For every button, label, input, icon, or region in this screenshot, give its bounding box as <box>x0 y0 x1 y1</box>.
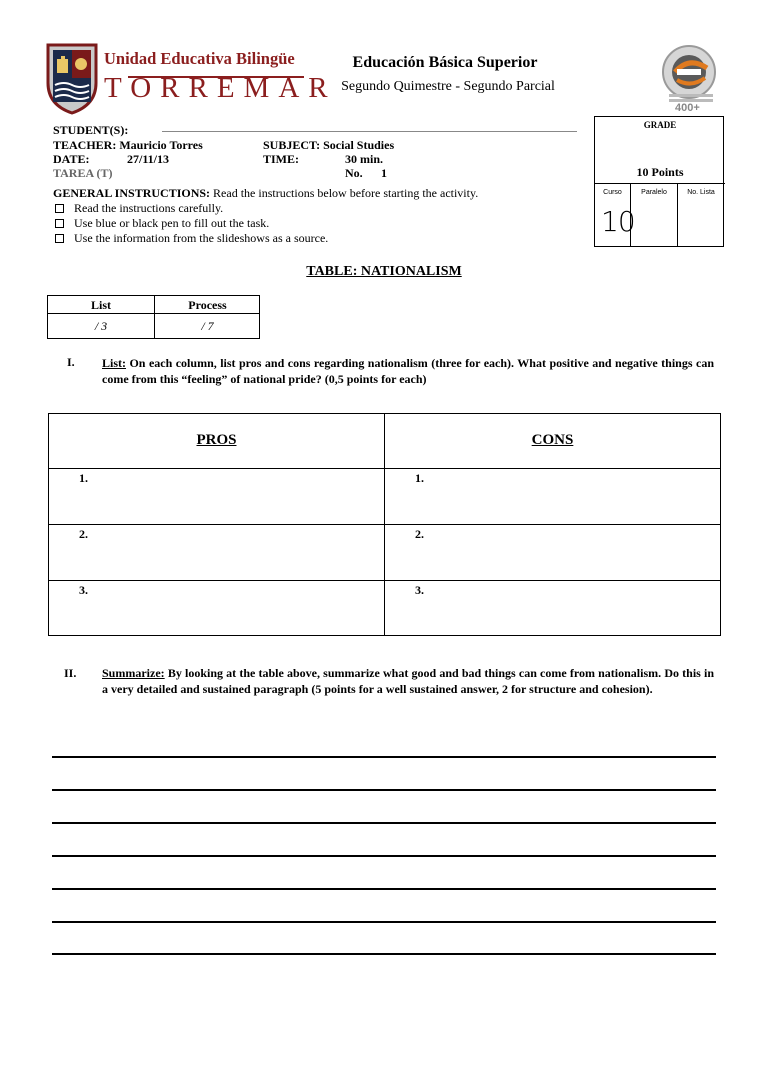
date-value: 27/11/13 <box>127 152 170 166</box>
pros-row-2[interactable]: 2. <box>79 527 88 541</box>
time-value: 30 min. <box>345 152 384 166</box>
answer-line[interactable] <box>52 756 716 758</box>
table-divider <box>49 580 720 581</box>
curso-value: 10 <box>601 205 635 238</box>
grade-title: GRADE <box>643 120 677 130</box>
instructions-lead: GENERAL INSTRUCTIONS: <box>53 186 211 200</box>
seal-text: 400+ <box>675 102 700 114</box>
answer-line[interactable] <box>52 921 716 923</box>
instruction-item <box>55 231 328 246</box>
instruction-item-text: Use the information from the slideshows as a source. <box>74 231 329 245</box>
curso-label: Curso <box>603 189 622 196</box>
answer-line[interactable] <box>52 888 716 890</box>
tarea-label: TAREA (T) <box>53 166 113 180</box>
question1-number: I. <box>67 355 75 369</box>
instruction-item <box>55 216 269 231</box>
score-header-process: Process <box>188 298 227 312</box>
score-value-process[interactable]: / 7 <box>201 319 214 333</box>
activity-title: TABLE: NATIONALISM <box>306 264 462 279</box>
question1-text <box>102 355 714 387</box>
paralelo-label: Paralelo <box>641 189 667 196</box>
school-name-line2: TORREMAR <box>104 72 337 104</box>
grade-points: 10 Points <box>636 165 684 179</box>
pros-cons-table <box>48 413 721 636</box>
table-divider <box>49 468 720 469</box>
no-value: 1 <box>381 166 387 180</box>
question1-label: List: <box>102 356 126 370</box>
teacher-field: TEACHER: Mauricio Torres <box>53 138 203 152</box>
instruction-item <box>55 201 223 216</box>
school-crest-icon <box>44 43 100 115</box>
lista-label: No. Lista <box>687 189 715 196</box>
cons-row-1[interactable]: 1. <box>415 471 424 485</box>
instruction-item-text: Read the instructions carefully. <box>74 201 224 215</box>
question2-label: Summarize: <box>102 666 165 680</box>
school-level-title: Educación Básica Superior <box>352 54 538 71</box>
checkbox[interactable] <box>55 204 64 213</box>
answer-line[interactable] <box>52 789 716 791</box>
question2-body: By looking at the table above, summarize what good and bad things can come from nationalism. Do this in a very detailed and sustained paragraph (5 points for a well sustained answer, 2 for structure and cohesion). <box>102 666 714 696</box>
question2-number: II. <box>64 666 77 680</box>
cons-header: CONS <box>531 432 574 448</box>
accreditation-seal <box>655 42 721 116</box>
question1-body: On each column, list pros and cons regarding nationalism (three for each). What positive and negative things can come from this “feeling” of national pride? (0,5 points for each) <box>102 356 714 386</box>
subject-field: SUBJECT: Social Studies <box>263 138 395 152</box>
grade-box <box>594 116 724 247</box>
question2-text <box>102 665 714 697</box>
term-subtitle: Segundo Quimestre - Segundo Parcial <box>341 79 555 94</box>
instructions-text: Read the instructions below before starting the activity. <box>210 186 479 200</box>
time-label: TIME: <box>263 152 299 166</box>
answer-line[interactable] <box>52 855 716 857</box>
school-name-line1: Unidad Educativa Bilingüe <box>104 49 295 68</box>
cons-row-2[interactable]: 2. <box>415 527 424 541</box>
checkbox[interactable] <box>55 219 64 228</box>
student-label: STUDENT(S): <box>53 123 129 137</box>
pros-row-3[interactable]: 3. <box>79 583 88 597</box>
answer-line[interactable] <box>52 822 716 824</box>
pros-header: PROS <box>196 432 237 448</box>
score-value-list[interactable]: / 3 <box>94 319 108 333</box>
score-header-list: List <box>90 298 111 312</box>
instruction-item-text: Use blue or black pen to fill out the task. <box>74 216 270 230</box>
student-name-line <box>162 131 577 132</box>
table-divider <box>49 524 720 525</box>
checkbox[interactable] <box>55 234 64 243</box>
pros-row-1[interactable]: 1. <box>79 471 88 485</box>
date-label: DATE: <box>53 152 90 166</box>
grade-curso-cell <box>595 183 635 247</box>
cons-row-3[interactable]: 3. <box>415 583 424 597</box>
school-logo <box>44 43 337 115</box>
grade-paralelo-cell <box>631 183 678 247</box>
answer-line[interactable] <box>52 953 716 955</box>
score-table <box>47 295 260 339</box>
no-label: No. <box>345 166 363 180</box>
general-instructions <box>53 186 478 201</box>
grade-lista-cell <box>678 183 724 247</box>
